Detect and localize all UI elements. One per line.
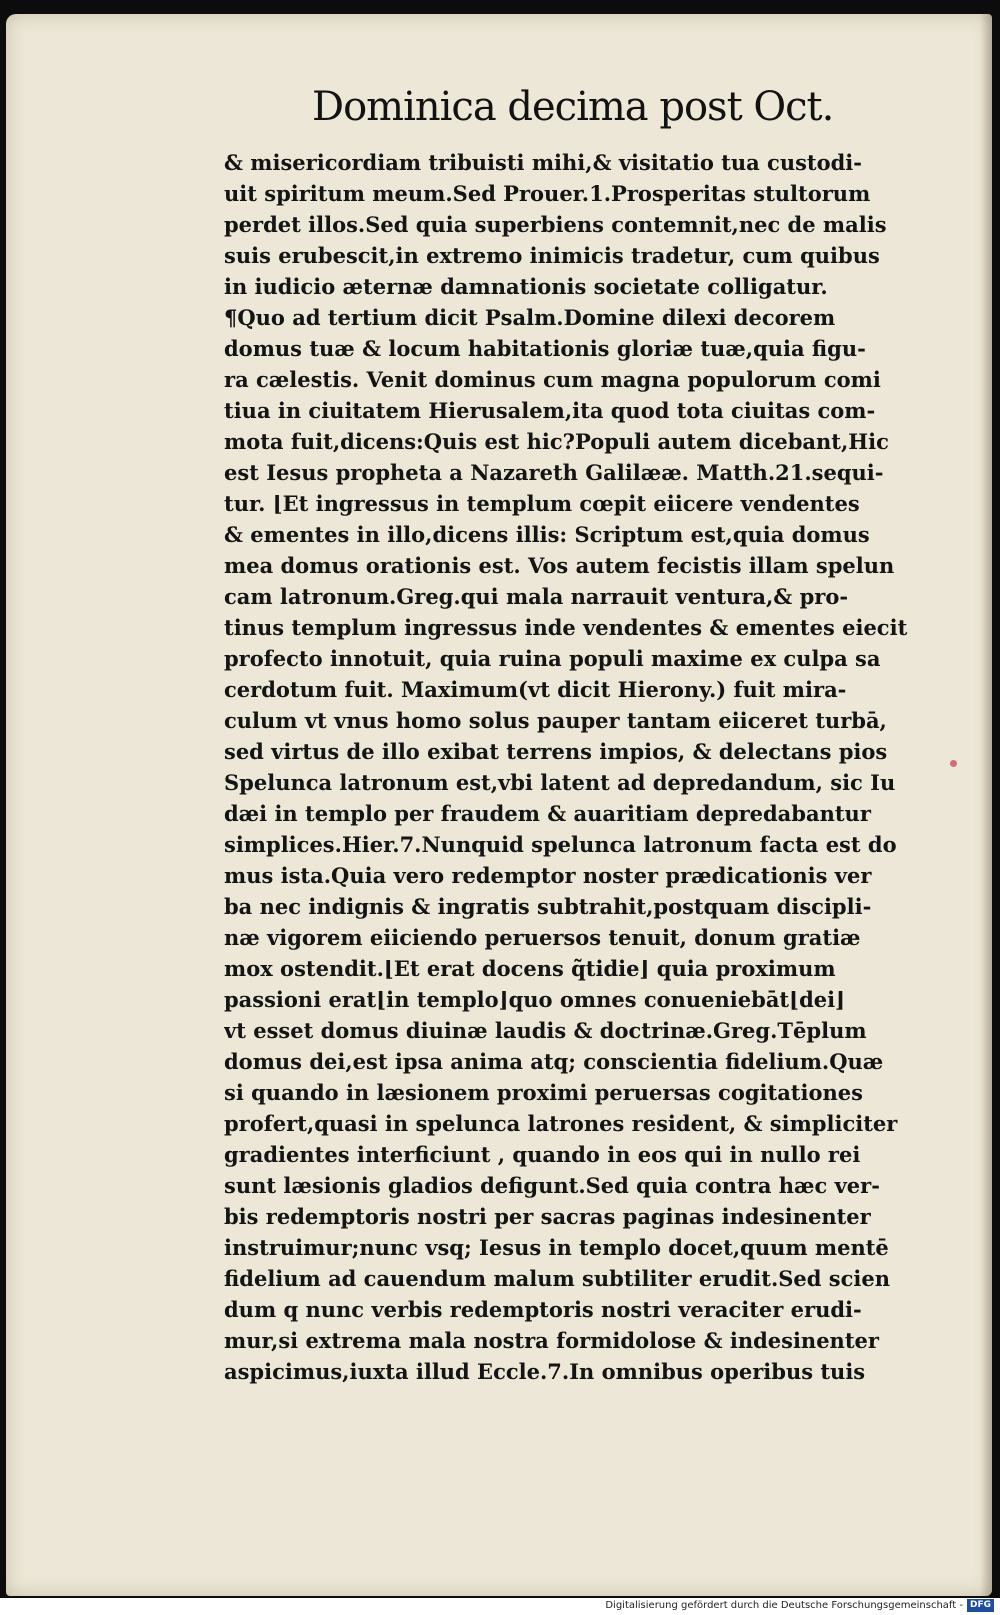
text-line: tinus templum ingressus inde vendentes & ementes eiecit (224, 615, 908, 640)
text-line: in iudicio æternæ damnationis societate colligatur. (224, 274, 828, 299)
text-line: & ementes in illo,dicens illis: Scriptum est,quia domus (224, 522, 870, 547)
dfg-logo: DFG (967, 1599, 994, 1612)
text-line: bis redemptoris nostri per sacras paginas indesinenter (224, 1204, 871, 1229)
text-line: mota fuit,dicens:Quis est hic?Populi autem dicebant,Hic (224, 429, 889, 454)
text-line: simplices.Hier.7.Nunquid spelunca latronum facta est do (224, 832, 897, 857)
text-line: dæi in templo per fraudem & auaritiam depredabantur (224, 801, 871, 826)
text-line: suis erubescit,in extremo inimicis tradetur, cum quibus (224, 243, 880, 268)
text-line: est Iesus propheta a Nazareth Galilææ. Matth.21.sequi- (224, 460, 884, 485)
text-line: fidelium ad cauendum malum subtiliter erudit.Sed scien (224, 1266, 890, 1291)
text-line: ra cælestis. Venit dominus cum magna populorum comi (224, 367, 881, 392)
text-line: tiua in ciuitatem Hierusalem,ita quod tota ciuitas com- (224, 398, 876, 423)
text-line: culum vt vnus homo solus pauper tantam eiiceret turbā, (224, 708, 887, 733)
text-line: næ vigorem eiiciendo peruersos tenuit, donum gratiæ (224, 925, 861, 950)
text-line: tur. ⌊Et ingressus in templum cœpit eiicere vendentes (224, 491, 860, 516)
text-line: vt esset domus diuinæ laudis & doctrinæ.Greg.Tēplum (224, 1018, 867, 1043)
body-text (224, 147, 940, 1387)
text-line: cerdotum fuit. Maximum(vt dicit Hierony.) fuit mira- (224, 677, 847, 702)
text-line: domus dei,est ipsa anima atq; conscientia fidelium.Quæ (224, 1049, 884, 1074)
text-line: ba nec indignis & ingratis subtrahit,postquam discipli- (224, 894, 872, 919)
text-line: & misericordiam tribuisti mihi,& visitatio tua custodi- (224, 150, 862, 175)
text-line: mox ostendit.⌊Et erat docens q̃tidie⌋ quia proximum (224, 956, 836, 981)
text-line: cam latronum.Greg.qui mala narrauit ventura,& pro- (224, 584, 849, 609)
text-line: gradientes interficiunt , quando in eos qui in nullo rei (224, 1142, 861, 1167)
text-line: profert,quasi in spelunca latrones resident, & simpliciter (224, 1111, 898, 1136)
text-line: sed virtus de illo exibat terrens impios, & delectans pios (224, 739, 888, 764)
page-edge-shadow (980, 14, 992, 1596)
text-line: perdet illos.Sed quia superbiens contemnit,nec de malis (224, 212, 887, 237)
red-mark (950, 760, 957, 767)
text-line: dum q nunc verbis redemptoris nostri veraciter erudi- (224, 1297, 862, 1322)
text-line: ¶Quo ad tertium dicit Psalm.Domine dilexi decorem (224, 305, 836, 330)
text-line: mur,si extrema mala nostra formidolose & indesinenter (224, 1328, 879, 1353)
text-line: passioni erat⌊in templo⌋quo omnes conueniebāt⌊dei⌋ (224, 987, 846, 1012)
book-page (6, 14, 992, 1596)
text-line: instruimur;nunc vsq; Iesus in templo docet,quum mentē (224, 1235, 889, 1260)
text-line: domus tuæ & locum habitationis gloriæ tuæ,quia figu- (224, 336, 866, 361)
text-line: uit spiritum meum.Sed Prouer.1.Prosperitas stultorum (224, 181, 871, 206)
text-line: sunt læsionis gladios defigunt.Sed quia contra hæc ver- (224, 1173, 880, 1198)
footer-credit-text: Digitalisierung gefördert durch die Deutsche Forschungsgemeinschaft - (605, 1600, 963, 1611)
running-head: Dominica decima post Oct. (312, 84, 834, 130)
text-line: profecto innotuit, quia ruina populi maxime ex culpa sa (224, 646, 881, 671)
text-line: mus ista.Quia vero redemptor noster prædicationis ver (224, 863, 872, 888)
text-line: si quando in læsionem proximi peruersas cogitationes (224, 1080, 863, 1105)
text-line: aspicimus,iuxta illud Eccle.7.In omnibus operibus tuis (224, 1359, 866, 1384)
footer-credit (605, 1598, 994, 1613)
text-line: mea domus orationis est. Vos autem fecistis illam spelun (224, 553, 895, 578)
text-line: Spelunca latronum est,vbi latent ad depredandum, sic Iu (224, 770, 896, 795)
